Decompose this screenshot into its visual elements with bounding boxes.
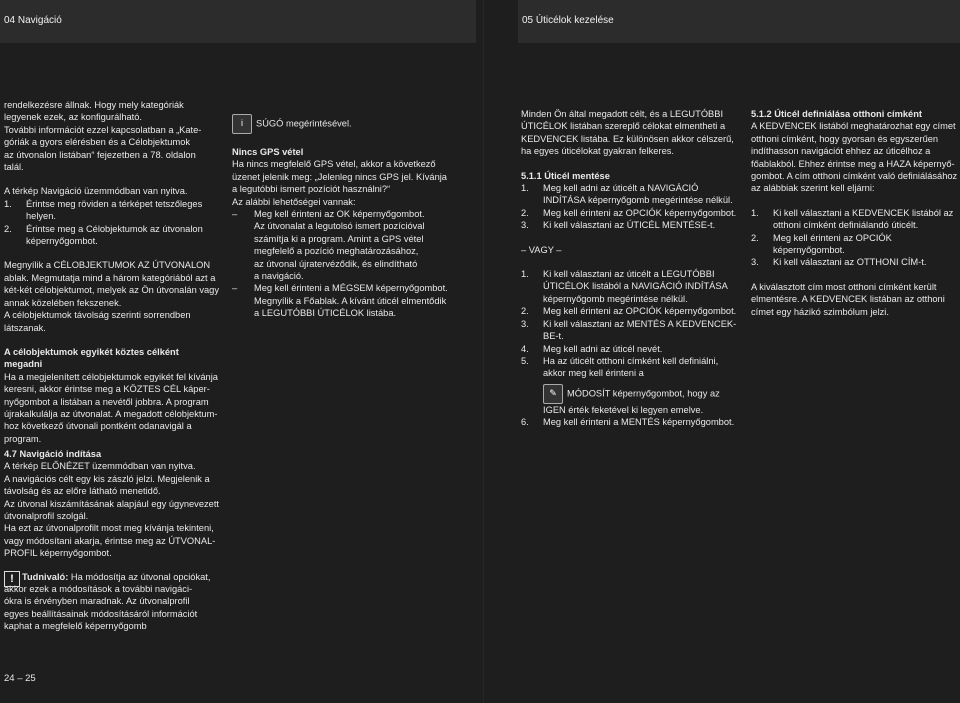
- page-number: 24 – 25: [4, 673, 36, 684]
- numbered-step: 3. Ki kell választani az OTTHONI CÍM-t.: [751, 257, 927, 268]
- text-line: útvonalprofil szolgál.: [4, 511, 89, 522]
- column-1: [4, 99, 224, 445]
- text-line: újrakalkulálja az útvonalat. A megadott célobjektum-: [4, 408, 218, 419]
- text-line: Ha nincs megfelelő GPS vétel, akkor a következő: [232, 159, 436, 170]
- section-body: [4, 371, 224, 445]
- step-6: 6. Meg kell érinteni a MENTÉS képernyőgombot.: [521, 417, 735, 428]
- opens-paragraph: [4, 259, 224, 333]
- text-line: ókra is érvényben maradnak. Az útvonalprofil: [4, 596, 190, 607]
- text-line: kaphat a megfelelő képernyőgomb: [4, 621, 147, 632]
- section-heading: [4, 346, 224, 371]
- numbered-step: 2. Meg kell érinteni az OPCIÓK képernyőgombot.: [521, 207, 737, 218]
- text-line: Az útvonalat a legutolsó ismert pozícióval: [254, 221, 425, 232]
- numbered-step: 2. Meg kell érinteni az OPCIÓK képernyőgombot.: [521, 306, 737, 317]
- steps-b: [521, 268, 746, 380]
- text-line: A célobjektumok távolság szerinti sorrendben: [4, 310, 191, 321]
- text-line: egyes beállításainak módosításáról információt: [4, 608, 198, 619]
- save-heading: 5.1.1 Úticél mentése: [521, 170, 610, 181]
- text-line: Az alábbi lehetőségei vannak:: [232, 196, 356, 207]
- text-line: akkor ezek a módosítások a további navigáci-: [4, 584, 193, 595]
- text-line: talál.: [4, 162, 24, 173]
- right-page-header: [518, 0, 960, 43]
- warning-icon: !: [4, 571, 20, 587]
- left-page-title: 04 Navigáció: [4, 15, 62, 27]
- text-line: ablak. Megmutatja mind a három kategóriából azt a: [4, 272, 216, 283]
- text-line: hoz következő útvonali pontként odanavigál a: [4, 421, 192, 432]
- text-line: indíthasson navigációt ehhez az úticélhoz a: [751, 146, 931, 157]
- text-line: nyőgombot a listában a nevétől jobbra. A program: [4, 396, 209, 407]
- text-line: legyenek ezek, az konfigurálható.: [4, 112, 142, 123]
- step-1: 1. Érintse meg röviden a térképet tetszőleges helyen.: [4, 198, 203, 222]
- text-line: az útvonal újratervéződik, és elindítható: [254, 258, 418, 269]
- or-separator: – VAGY –: [521, 244, 562, 255]
- gps-body: [232, 158, 462, 208]
- column-3: [521, 108, 746, 429]
- text-line: főablakból. Ehhez érintse meg a HAZA képernyő-: [751, 158, 955, 169]
- tip-box: ! Tudnivaló: Ha módosítja az útvonal opciókat, akkor ezek a módosítások a további navigáci- ókra is érvényben maradnak. Az útvonalprofil egyes beállításainak módosításáról információt kaphat a megfelelő képernyőgomb: [4, 571, 224, 633]
- text-line: Ha a megjelenített célobjektumok egyikét fel kívánja: [4, 371, 218, 382]
- step-2: 2. Érintse meg a Célobjektumok az útvonalon képernyőgombot.: [4, 223, 203, 247]
- text-line: ha egyes úticélokat gyakran felkeres.: [521, 146, 674, 157]
- text-line: További információt ezzel kapcsolatban a „Kate-: [4, 124, 202, 135]
- intro-paragraph: [4, 99, 224, 173]
- bottom-section: [4, 448, 224, 633]
- text-line: otthoni címként, hogy gyorsan és egyszerűen: [751, 133, 939, 144]
- steps-a: [521, 182, 746, 232]
- text-line: a LEGUTÓBBI ÚTICÉLOK listába.: [254, 308, 397, 319]
- numbered-step: 5. Ha az úticélt otthoni címként kell definiálni, akkor meg kell érinteni a: [521, 355, 719, 379]
- text-line: KEDVENCEK listába. Ez különösen akkor célszerű,: [521, 133, 734, 144]
- text-line: A navigációs célt egy kis zászló jelzi. Megjelenik a: [4, 473, 210, 484]
- text-line: vagy módosítani akarja, érintse meg az ÚTVONAL-: [4, 535, 216, 546]
- numbered-step: 1. Ki kell választani az úticélt a LEGUTÓBBI ÚTICÉLOK listából a NAVIGÁCIÓ INDÍTÁSA képernyőgomb megérintése nélkül.: [521, 269, 728, 304]
- text-line: a navigáció.: [254, 271, 304, 282]
- start-nav-heading: 4.7 Navigáció indítása: [4, 449, 102, 459]
- text-line: A térkép ELŐNÉZET üzemmódban van nyitva.: [4, 461, 196, 472]
- option-cancel: – Meg kell érinteni a MÉGSEM képernyőgombot. Megnyílik a Főablak. A kívánt úticél elmentődik a LEGUTÓBBI ÚTICÉLOK listába.: [232, 283, 448, 319]
- text-line: annak közelében fekszenek.: [4, 297, 122, 308]
- text-line: címet egy házikó szimbólum jelzi.: [751, 306, 889, 317]
- text-line: A KEDVENCEK listából meghatározhat egy címet: [751, 121, 956, 132]
- text-line: számítja ki a program. Amint a GPS vétel: [254, 233, 424, 244]
- column-2: [232, 114, 462, 320]
- text-line: ÚTICÉLOK listában szereplő célokat elmentheti a: [521, 121, 726, 132]
- sugo-line: i SÚGÓ megérintésével.: [232, 114, 462, 134]
- text-line: A célobjektumok egyikét köztes célként: [4, 346, 179, 357]
- text-line: Minden Ön által megadott célt, és a LEGUTÓBBI: [521, 109, 724, 119]
- text-line: megfelelő a pozíció meghatározásához,: [254, 246, 419, 257]
- text-line: Az útvonal kiszámításának alapjául egy úgynevezett: [4, 498, 219, 509]
- text-line: Meg kell érinteni az OK képernyőgombot.: [254, 209, 425, 220]
- text-line: az alábbiak szerint kell eljárni:: [751, 183, 875, 194]
- gps-heading: Nincs GPS vétel: [232, 147, 304, 157]
- text-line: program.: [4, 433, 42, 444]
- text-line: távolság és az előre látható menetidő.: [4, 486, 161, 497]
- page-gutter: [483, 0, 484, 703]
- numbered-step: 1. Ki kell választani a KEDVENCEK listából az otthoni címként definiálandó úticélt.: [751, 207, 954, 231]
- save-intro: [521, 108, 746, 158]
- home-heading: 5.1.2 Úticél definiálása otthoni címként: [751, 109, 923, 119]
- text-line: megadni: [4, 359, 43, 370]
- info-icon: i: [232, 114, 252, 134]
- home-end: [751, 281, 959, 318]
- text-line: az útvonalon listában“ fejezetben a 78. oldalon: [4, 149, 196, 160]
- text-line: A kiválasztott cím most otthoni címként került: [751, 281, 937, 292]
- text-line: Ha ezt az útvonalprofilt most meg kívánja tekinteni,: [4, 523, 214, 534]
- text-line: Meg kell érinteni a MÉGSEM képernyőgombot.: [254, 283, 448, 294]
- text-line: rendelkezésre állnak. Hogy mely kategóriák: [4, 100, 184, 110]
- text-line: elmentésre. A KEDVENCEK listában az otthoni: [751, 294, 945, 305]
- text-line: keresni, akkor érintse meg a KÖZTES CÉL káper-: [4, 384, 210, 395]
- numbered-step: 4. Meg kell adni az úticél nevét.: [521, 343, 663, 354]
- numbered-step: 3. Ki kell választani az ÚTICÉL MENTÉSE-t.: [521, 220, 716, 231]
- numbered-step: 2. Meg kell érinteni az OPCIÓK képernyőgombot.: [751, 232, 892, 256]
- numbered-step: 3. Ki kell választani az MENTÉS A KEDVENCEK- BE-t.: [521, 318, 737, 342]
- right-page-title: 05 Úticélok kezelése: [522, 15, 614, 27]
- home-body: [751, 120, 959, 194]
- tip-text: [4, 583, 224, 633]
- text-line: PROFIL képernyőgombot.: [4, 548, 112, 559]
- text-line: látszanak.: [4, 322, 46, 333]
- text-line: a legutóbbi ismert pozíciót használni?“: [232, 184, 391, 195]
- text-line: Megnyílik a CÉLOBJEKTUMOK AZ ÚTVONALON: [4, 260, 211, 271]
- text-line: gombot. A cím otthoni címként való definiálásához: [751, 171, 958, 182]
- map-mode-text: A térkép Navigáció üzemmódban van nyitva.: [4, 186, 188, 197]
- modify-line: ✎ MÓDOSÍT képernyőgombot, hogy az IGEN érték feketével ki legyen emelve.: [521, 384, 746, 416]
- modify-icon: ✎: [543, 384, 563, 404]
- start-nav-body: [4, 460, 224, 559]
- column-4: [751, 108, 959, 318]
- text-line: Megnyílik a Főablak. A kívánt úticél elmentődik: [254, 295, 447, 306]
- text-line: üzenet jelenik meg: „Jelenleg nincs GPS jel. Kívánja: [232, 171, 447, 182]
- option-ok: – Meg kell érinteni az OK képernyőgombot. Az útvonalat a legutolsó ismert pozícióval számítja ki a program. Amint a GPS vétel megfelelő a pozíció meghatározásához, az útvonal újratervéződik, és elindítható a navigáció.: [232, 209, 425, 282]
- home-steps: [751, 207, 959, 269]
- text-line: góriák a gyors elérésben és a Célobjektumok: [4, 137, 191, 148]
- left-page-header: [0, 0, 476, 43]
- numbered-step: 1. Meg kell adni az úticélt a NAVIGÁCIÓ INDÍTÁSA képernyőgomb megérintése nélkül.: [521, 183, 733, 206]
- text-line: két-két célobjektumot, melyek az Ön útvonalán vagy: [4, 285, 219, 296]
